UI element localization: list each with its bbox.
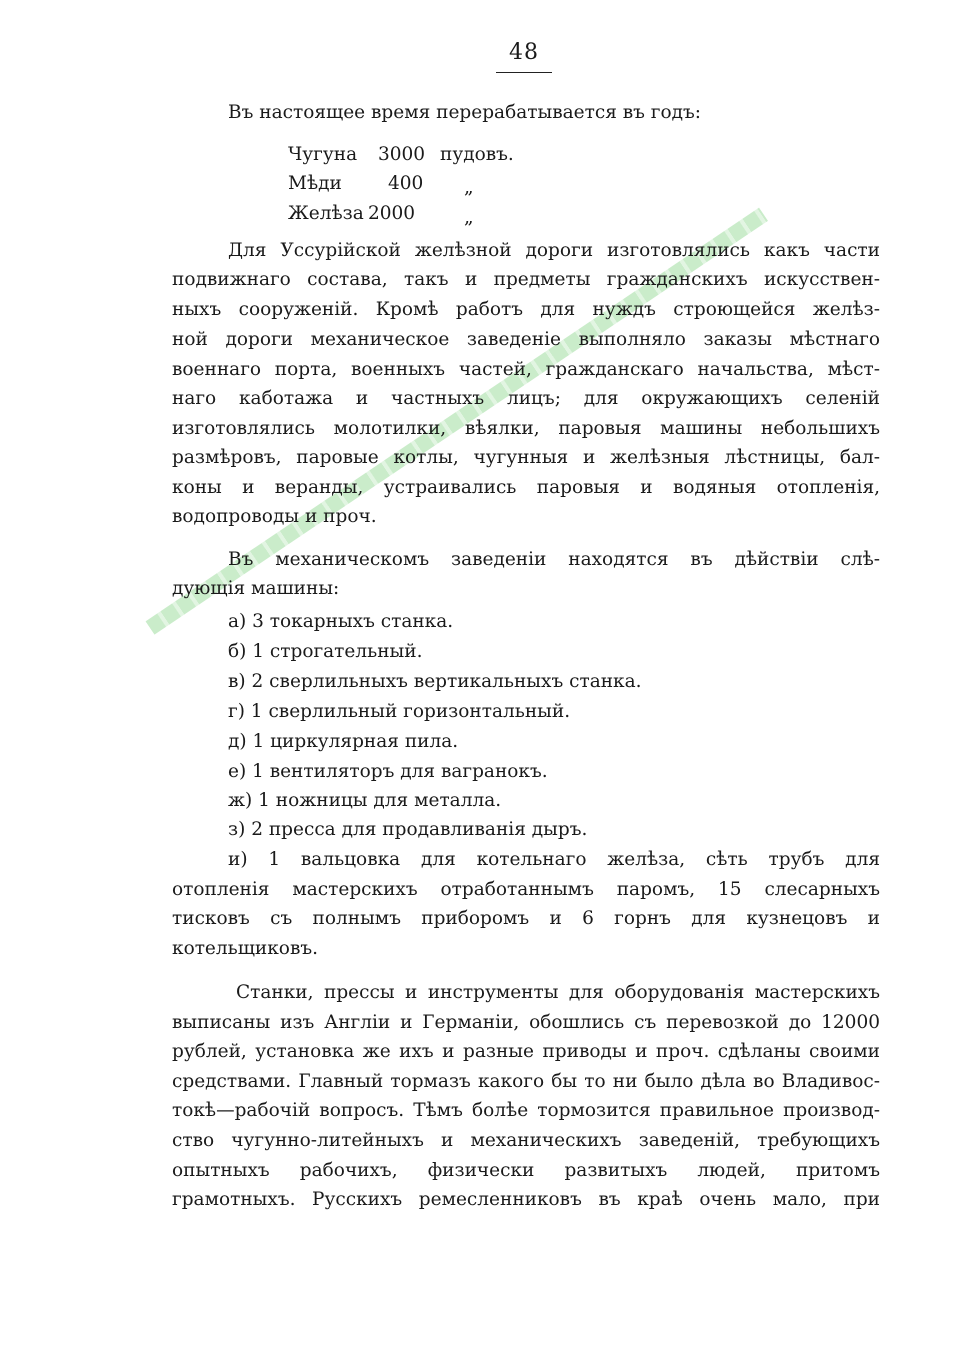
text-line: отопленія мастерскихъ отработаннымъ паромъ, 15 слесарныхъ bbox=[172, 879, 880, 900]
page-number: 48 bbox=[509, 40, 539, 65]
text-line: водопроводы и проч. bbox=[172, 506, 377, 527]
text-line: тисковъ съ полнымъ приборомъ и 6 горнъ для кузнецовъ и bbox=[172, 908, 880, 929]
metal-amount: 400 bbox=[388, 173, 424, 194]
text-line: Въ механическомъ заведеніи находятся въ дѣйствіи слѣ- bbox=[228, 549, 880, 570]
list-item: з) 2 пресса для продавливанія дыръ. bbox=[228, 819, 588, 840]
text-line: ство чугунно-литейныхъ и механическихъ заведеній, требующихъ bbox=[172, 1130, 880, 1151]
metal-name: Мѣди bbox=[288, 173, 342, 194]
metal-name: Желѣза bbox=[288, 203, 364, 224]
text-line: грамотныхъ. Русскихъ ремесленниковъ въ краѣ очень мало, при bbox=[172, 1189, 880, 1210]
text-line: ной дороги механическое заведеніе выполняло заказы мѣстнаго bbox=[172, 329, 880, 350]
list-item: а) 3 токарныхъ станка. bbox=[228, 611, 454, 632]
metal-unit: „ bbox=[464, 207, 474, 228]
text-line: коны и веранды, устраивались паровыя и водяныя отопленія, bbox=[172, 477, 880, 498]
list-item: в) 2 сверлильныхъ вертикальныхъ станка. bbox=[228, 671, 642, 692]
text-line: опытныхъ рабочихъ, физически развитыхъ людей, притомъ bbox=[172, 1160, 880, 1181]
text-line: выписаны изъ Англіи и Германіи, обошлись съ перевозкой до 12000 bbox=[172, 1012, 880, 1033]
metal-unit: пудовъ. bbox=[440, 144, 514, 165]
intro-line: Въ настоящее время перерабатывается въ годъ: bbox=[228, 102, 702, 123]
text-line: подвижнаго состава, такъ и предметы гражданскихъ искусствен- bbox=[172, 269, 880, 290]
metal-amount: 2000 bbox=[368, 203, 416, 224]
list-item: д) 1 циркулярная пила. bbox=[228, 731, 459, 752]
text-line: средствами. Главный тормазъ какого бы то ни было дѣла во Владивос- bbox=[172, 1071, 880, 1092]
metal-unit: „ bbox=[464, 177, 474, 198]
text-line: ныхъ сооруженій. Кромѣ работъ для нуждъ строющейся желѣз- bbox=[172, 299, 880, 320]
list-item: и) 1 вальцовка для котельнаго желѣза, сѣть трубъ для bbox=[228, 849, 880, 870]
list-item: г) 1 сверлильный горизонтальный. bbox=[228, 701, 571, 722]
metal-amount: 3000 bbox=[378, 144, 426, 165]
text-line: военнаго порта, военныхъ частей, гражданскаго начальства, мѣст- bbox=[172, 359, 880, 380]
text-line: токѣ—рабочій вопросъ. Тѣмъ болѣе тормозится правильное производ- bbox=[172, 1100, 880, 1121]
text-line: изготовлялись молотилки, вѣялки, паровыя машины небольшихъ bbox=[172, 418, 880, 439]
list-item: е) 1 вентиляторъ для вагранокъ. bbox=[228, 761, 548, 782]
text-line: размѣровъ, паровые котлы, чугунныя и желѣзныя лѣстницы, бал- bbox=[172, 447, 880, 468]
metal-name: Чугуна bbox=[288, 144, 358, 165]
list-item: ж) 1 ножницы для металла. bbox=[228, 790, 502, 811]
text-line: Станки, прессы и инструменты для оборудованія мастерскихъ bbox=[236, 982, 880, 1003]
page-number-rule bbox=[496, 72, 552, 73]
text-line: рублей, установка же ихъ и разные приводы и проч. сдѣланы своими bbox=[172, 1041, 880, 1062]
list-item: б) 1 строгательный. bbox=[228, 641, 423, 662]
text-line: дующія машины: bbox=[172, 578, 340, 599]
text-line: котельщиковъ. bbox=[172, 938, 319, 959]
text-line: наго каботажа и частныхъ лицъ; для окружающихъ селеній bbox=[172, 388, 880, 409]
text-line: Для Уссурійской желѣзной дороги изготовлялись какъ части bbox=[228, 240, 880, 261]
